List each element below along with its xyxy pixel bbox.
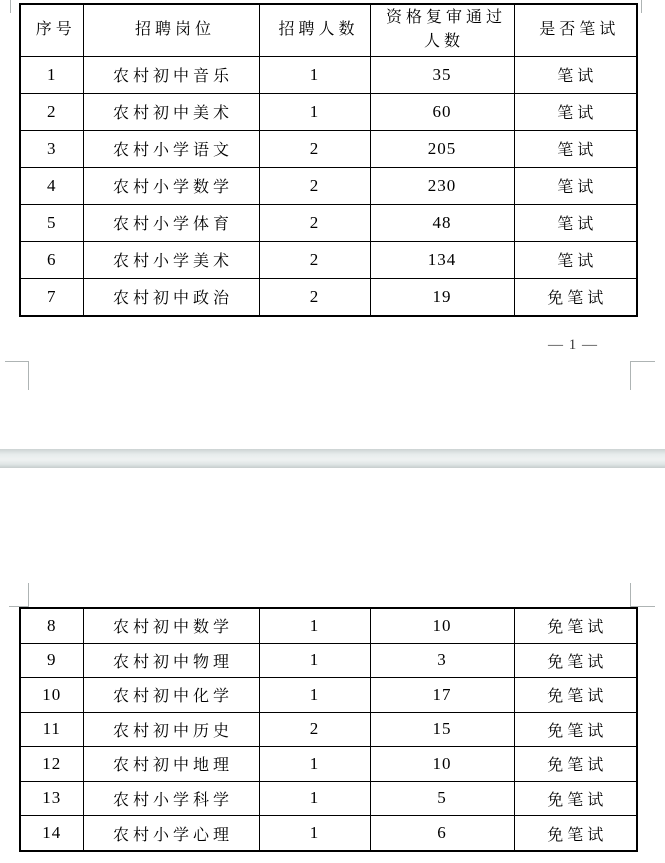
- table-row: [20, 130, 637, 167]
- recruit-count-cell[interactable]: 2: [259, 712, 370, 747]
- written-test-cell[interactable]: 免笔试: [514, 781, 637, 816]
- position-cell[interactable]: 农村小学美术: [83, 241, 259, 278]
- written-test-cell[interactable]: 免笔试: [514, 712, 637, 747]
- passed-count-cell[interactable]: 60: [370, 93, 514, 130]
- recruit-count-cell[interactable]: 1: [259, 816, 370, 851]
- written-test-cell[interactable]: 免笔试: [514, 678, 637, 713]
- position-cell[interactable]: 农村初中美术: [83, 93, 259, 130]
- recruit-count-cell[interactable]: 2: [259, 130, 370, 167]
- recruit-count-cell[interactable]: 2: [259, 204, 370, 241]
- position-cell[interactable]: 农村小学数学: [83, 167, 259, 204]
- table-row: [20, 747, 637, 782]
- written-test-cell[interactable]: 免笔试: [514, 278, 637, 316]
- header-label: 招聘岗位: [134, 21, 215, 39]
- recruit-count-cell[interactable]: 1: [259, 781, 370, 816]
- crop-mark-top-left-icon: [10, 0, 11, 13]
- written-test-cell[interactable]: 免笔试: [514, 643, 637, 678]
- header-passed-count[interactable]: [370, 4, 514, 56]
- position-cell[interactable]: 农村小学语文: [83, 130, 259, 167]
- written-test-cell[interactable]: 免笔试: [514, 747, 637, 782]
- row-number-cell[interactable]: 6: [20, 241, 83, 278]
- header-position[interactable]: [83, 4, 259, 56]
- crop-mark-top-right-icon: [630, 583, 631, 607]
- position-cell[interactable]: 农村初中数学: [83, 608, 259, 643]
- table-row: [20, 56, 637, 93]
- row-number-cell[interactable]: 9: [20, 643, 83, 678]
- recruit-count-cell[interactable]: 1: [259, 747, 370, 782]
- passed-count-cell[interactable]: 48: [370, 204, 514, 241]
- written-test-cell[interactable]: 笔试: [514, 241, 637, 278]
- written-test-cell[interactable]: 笔试: [514, 167, 637, 204]
- passed-count-cell[interactable]: 3: [370, 643, 514, 678]
- position-cell[interactable]: 农村初中音乐: [83, 56, 259, 93]
- table-body-page1: [20, 56, 637, 316]
- table-row: [20, 643, 637, 678]
- table-row: [20, 678, 637, 713]
- position-cell[interactable]: 农村初中物理: [83, 643, 259, 678]
- page-number[interactable]: — 1 —: [548, 337, 598, 353]
- recruit-count-cell[interactable]: 1: [259, 643, 370, 678]
- passed-count-cell[interactable]: 205: [370, 130, 514, 167]
- passed-count-cell[interactable]: 6: [370, 816, 514, 851]
- table-row: [20, 241, 637, 278]
- written-test-cell[interactable]: 免笔试: [514, 608, 637, 643]
- header-label: 招聘人数: [278, 21, 359, 39]
- recruit-count-cell[interactable]: 2: [259, 241, 370, 278]
- crop-mark-bottom-right-icon: [630, 361, 655, 362]
- header-label: 是否笔试: [539, 21, 620, 39]
- position-cell[interactable]: 农村初中历史: [83, 712, 259, 747]
- table-row: [20, 781, 637, 816]
- passed-count-cell[interactable]: 230: [370, 167, 514, 204]
- recruit-count-cell[interactable]: 2: [259, 167, 370, 204]
- passed-count-cell[interactable]: 35: [370, 56, 514, 93]
- table-row: [20, 4, 637, 56]
- position-cell[interactable]: 农村小学科学: [83, 781, 259, 816]
- written-test-cell[interactable]: 免笔试: [514, 816, 637, 851]
- header-written-test[interactable]: [514, 4, 637, 56]
- recruit-count-cell[interactable]: 1: [259, 93, 370, 130]
- recruitment-table-page1: [19, 3, 638, 317]
- table-row: [20, 167, 637, 204]
- position-cell[interactable]: 农村初中化学: [83, 678, 259, 713]
- crop-mark-top-right-icon: [641, 0, 642, 13]
- passed-count-cell[interactable]: 15: [370, 712, 514, 747]
- row-number-cell[interactable]: 14: [20, 816, 83, 851]
- recruitment-table-page2: [19, 607, 638, 852]
- row-number-cell[interactable]: 2: [20, 93, 83, 130]
- row-number-cell[interactable]: 5: [20, 204, 83, 241]
- table-row: [20, 608, 637, 643]
- crop-mark-bottom-left-icon: [5, 361, 29, 362]
- recruit-count-cell[interactable]: 1: [259, 56, 370, 93]
- recruit-count-cell[interactable]: 2: [259, 278, 370, 316]
- row-number-cell[interactable]: 13: [20, 781, 83, 816]
- document-page-2: [0, 468, 665, 863]
- table-row: [20, 93, 637, 130]
- position-cell[interactable]: 农村初中政治: [83, 278, 259, 316]
- row-number-cell[interactable]: 11: [20, 712, 83, 747]
- header-recruit-count[interactable]: [259, 4, 370, 56]
- passed-count-cell[interactable]: 5: [370, 781, 514, 816]
- written-test-cell[interactable]: 笔试: [514, 56, 637, 93]
- table-row: [20, 204, 637, 241]
- page-separator[interactable]: [0, 449, 665, 468]
- row-number-cell[interactable]: 3: [20, 130, 83, 167]
- crop-mark-top-left-icon: [28, 583, 29, 607]
- position-cell[interactable]: 农村初中地理: [83, 747, 259, 782]
- recruit-count-cell[interactable]: 1: [259, 608, 370, 643]
- row-number-cell[interactable]: 1: [20, 56, 83, 93]
- table-body-page2: [20, 608, 637, 851]
- written-test-cell[interactable]: 笔试: [514, 130, 637, 167]
- table-row: [20, 278, 637, 316]
- row-number-cell[interactable]: 4: [20, 167, 83, 204]
- position-cell[interactable]: 农村小学心理: [83, 816, 259, 851]
- crop-mark-bottom-right-icon: [630, 361, 631, 390]
- header-label: 序号: [35, 21, 76, 39]
- recruit-count-cell[interactable]: 1: [259, 678, 370, 713]
- passed-count-cell[interactable]: 10: [370, 747, 514, 782]
- row-number-cell[interactable]: 8: [20, 608, 83, 643]
- position-cell[interactable]: 农村小学体育: [83, 204, 259, 241]
- written-test-cell[interactable]: 笔试: [514, 204, 637, 241]
- crop-mark-bottom-left-icon: [28, 361, 29, 390]
- written-test-cell[interactable]: 笔试: [514, 93, 637, 130]
- passed-count-cell[interactable]: 17: [370, 678, 514, 713]
- passed-count-cell[interactable]: 10: [370, 608, 514, 643]
- table-row: [20, 816, 637, 851]
- passed-count-cell[interactable]: 19: [370, 278, 514, 316]
- row-number-cell[interactable]: 10: [20, 678, 83, 713]
- table-row: [20, 712, 637, 747]
- table-header-row: [20, 4, 637, 56]
- row-number-cell[interactable]: 7: [20, 278, 83, 316]
- header-row-number[interactable]: [20, 4, 83, 56]
- row-number-cell[interactable]: 12: [20, 747, 83, 782]
- passed-count-cell[interactable]: 134: [370, 241, 514, 278]
- header-label: 资格复审通过人数: [385, 9, 506, 51]
